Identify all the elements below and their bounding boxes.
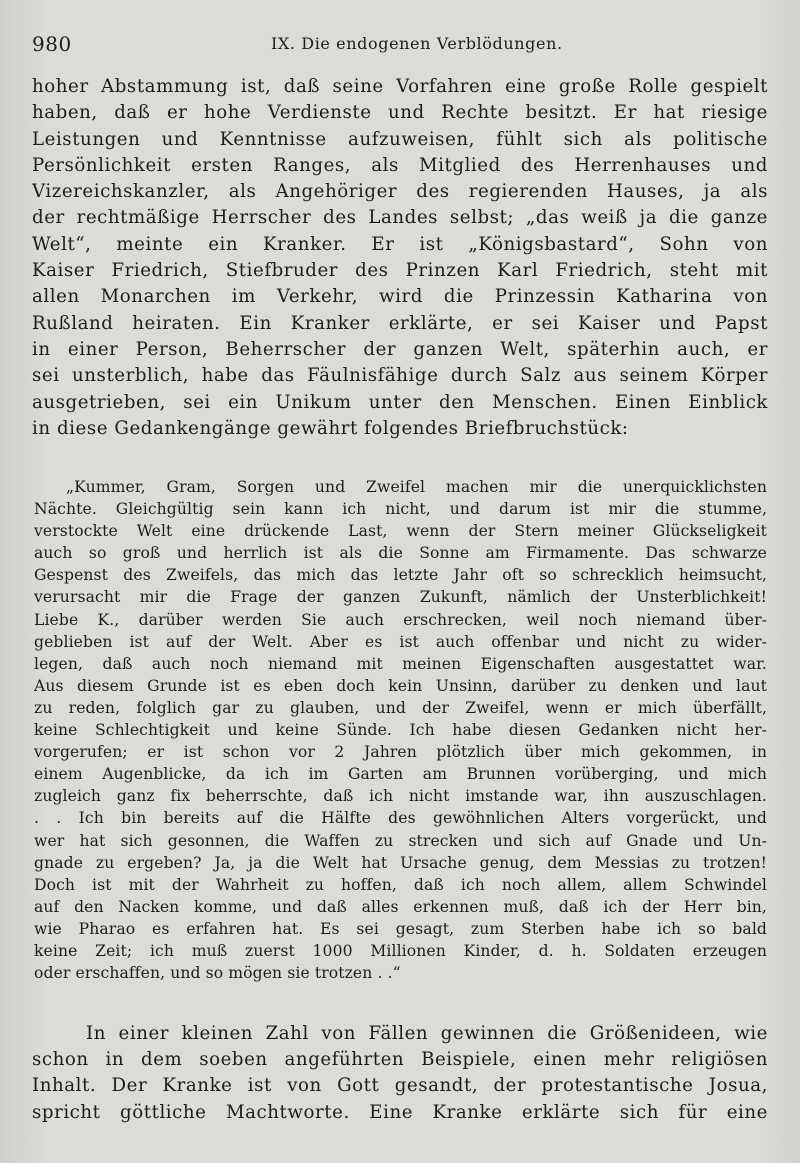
text-line: In einer kleinen Zahl von Fällen gewinnen die Größenideen, wie: [86, 1023, 768, 1044]
letter-quote: [34, 476, 767, 984]
quote-line: wie Pharao es erfahren hat. Es sei gesagt, zum Sterben habe ich so bald: [34, 919, 767, 938]
text-line: Persönlichkeit ersten Ranges, als Mitglied des Herrenhauses und: [32, 154, 768, 176]
text-line: allen Monarchen im Verkehr, wird die Prinzessin Katharina von: [32, 286, 768, 308]
quote-line: zugleich ganz fix beherrschte, daß ich nicht imstande war, ihn auszuschlagen.: [34, 787, 767, 806]
page-header: [32, 30, 760, 60]
quote-line: gnade zu ergeben? Ja, ja die Welt hat Ursache genug, dem Messias zu trotzen!: [34, 853, 767, 872]
text-line: Rußland heiraten. Ein Kranker erklärte, er sei Kaiser und Papst: [32, 312, 768, 334]
text-line: spricht göttliche Machtworte. Eine Kranke erklärte sich für eine: [32, 1101, 768, 1123]
page-number: 980: [32, 32, 72, 56]
quote-line: auch so groß und herrlich ist als die Sonne am Firmamente. Das schwarze: [34, 544, 767, 563]
text-line: haben, daß er hohe Verdienste und Rechte besitzt. Er hat riesige: [32, 102, 768, 124]
quote-line: verstockte Welt eine drückende Last, wenn der Stern meiner Glückseligkeit: [34, 522, 767, 541]
paragraph-1: [32, 74, 768, 442]
quote-line: auf den Nacken komme, und daß alles erkennen muß, daß ich der Herr bin,: [34, 897, 767, 916]
quote-line: Gespenst des Zweifels, das mich das letzte Jahr oft so schrecklich heimsucht,: [34, 566, 767, 585]
paragraph-2: [32, 1021, 768, 1126]
text-line: sei unsterblich, habe das Fäulnisfähige durch Salz aus seinem Körper: [32, 365, 768, 387]
quote-line: verursacht mir die Frage der ganzen Zukunft, nämlich der Unsterblichkeit!: [34, 588, 767, 607]
quote-line: zu reden, folglich gar zu glauben, und der Zweifel, wenn er mich überfällt,: [34, 698, 767, 717]
text-line: Welt“, meinte ein Kranker. Er ist „Königsbastard“, Sohn von: [32, 233, 768, 255]
text-line: schon in dem soeben angeführten Beispiele, einen mehr religiösen: [32, 1049, 768, 1071]
quote-line: Doch ist mit der Wahrheit zu hoffen, daß ich noch allem, allem Schwindel: [34, 875, 767, 894]
running-head: IX. Die endogenen Verblödungen.: [271, 34, 563, 53]
quote-line: einem Augenblicke, da ich im Garten am Brunnen vorüberging, und mich: [34, 765, 767, 784]
quote-line: wer hat sich gesonnen, die Waffen zu strecken und sich auf Gnade und Un-: [34, 831, 767, 850]
text-line: ausgetrieben, sei ein Unikum unter den Menschen. Einen Einblick: [32, 391, 768, 413]
quote-line: legen, daß auch noch niemand mit meinen Eigenschaften ausgestattet war.: [34, 654, 767, 673]
quote-line: keine Zeit; ich muß zuerst 1000 Millionen Kinder, d. h. Soldaten erzeugen: [34, 941, 767, 960]
text-line: in diese Gedankengänge gewährt folgendes Briefbruchstück:: [32, 417, 629, 439]
quote-line: vorgerufen; er ist schon vor 2 Jahren plötzlich über mich gekommen, in: [34, 743, 767, 762]
text-line: in einer Person, Beherrscher der ganzen Welt, späterhin auch, er: [32, 338, 768, 360]
text-line: Leistungen und Kenntnisse aufzuweisen, fühlt sich als politische: [32, 128, 768, 150]
quote-line: „Kummer, Gram, Sorgen und Zweifel machen mir die unerquicklichsten: [66, 478, 767, 496]
text-line: hoher Abstammung ist, daß seine Vorfahren eine große Rolle gespielt: [32, 76, 768, 97]
quote-line: geblieben ist auf der Welt. Aber es ist auch offenbar und nicht zu wider-: [34, 632, 767, 651]
quote-line: keine Schlechtigkeit und keine Sünde. Ich habe diesen Gedanken nicht her-: [34, 721, 767, 740]
quote-line: Liebe K., darüber werden Sie auch erschrecken, weil noch niemand über-: [34, 610, 767, 629]
text-line: Vizereichskanzler, als Angehöriger des regierenden Hauses, ja als: [32, 181, 768, 203]
quote-line: oder erschaffen, und so mögen sie trotzen . .“: [34, 964, 401, 983]
quote-line: . . Ich bin bereits auf die Hälfte des gewöhnlichen Alters vorgerückt, und: [34, 809, 767, 828]
text-line: Inhalt. Der Kranke ist von Gott gesandt, der protestantische Josua,: [32, 1075, 768, 1097]
quote-line: Nächte. Gleichgültig sein kann ich nicht, und darum ist mir die stumme,: [34, 500, 767, 519]
text-line: der rechtmäßige Herrscher des Landes selbst; „das weiß ja die ganze: [32, 207, 768, 229]
text-line: Kaiser Friedrich, Stiefbruder des Prinzen Karl Friedrich, steht mit: [32, 260, 768, 282]
quote-line: Aus diesem Grunde ist es eben doch kein Unsinn, darüber zu denken und laut: [34, 676, 767, 695]
